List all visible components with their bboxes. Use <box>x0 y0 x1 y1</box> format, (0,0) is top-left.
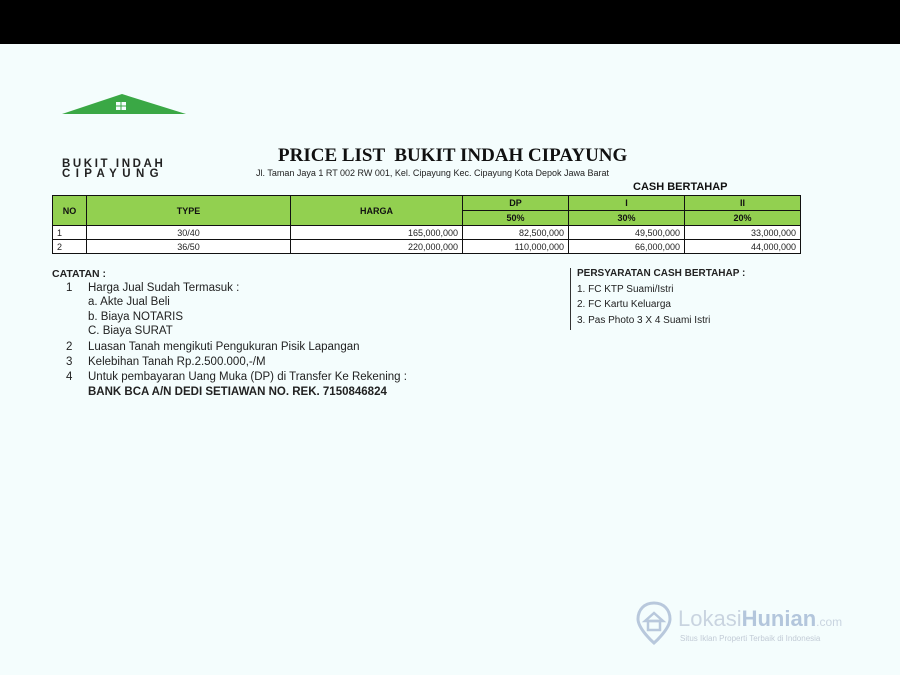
address-line: Jl. Taman Jaya 1 RT 002 RW 001, Kel. Cipayung Kec. Cipayung Kota Depok Jawa Barat <box>256 168 610 178</box>
cell-dp: 110,000,000 <box>463 240 569 254</box>
col-header-harga: HARGA <box>291 196 463 226</box>
col-header-dp: DP <box>463 196 569 211</box>
table-row <box>53 226 801 240</box>
requirements-section <box>570 268 771 330</box>
bukit-indah-logo <box>60 93 190 139</box>
watermark-brand <box>678 606 842 632</box>
logo-text-line1: BUKIT INDAH <box>62 158 166 170</box>
lokasihunian-watermark <box>634 601 874 651</box>
logo-text-line2: CIPAYUNG <box>62 168 164 180</box>
note-number: 3 <box>66 356 73 368</box>
col-header-type: TYPE <box>87 196 291 226</box>
cell-i: 49,500,000 <box>569 226 685 240</box>
note-text: C. Biaya SURAT <box>88 325 173 337</box>
note-text: Untuk pembayaran Uang Muka (DP) di Transfer Ke Rekening : <box>88 371 407 383</box>
cell-no: 1 <box>53 226 87 240</box>
note-text: Luasan Tanah mengikuti Pengukuran Pisik Lapangan <box>88 341 360 353</box>
note-text: b. Biaya NOTARIS <box>88 311 184 323</box>
table-row <box>53 240 801 254</box>
cell-ii: 33,000,000 <box>685 226 801 240</box>
col-header-i: I <box>569 196 685 211</box>
cell-type: 30/40 <box>87 226 291 240</box>
note-text: a. Akte Jual Beli <box>88 296 170 308</box>
cash-bertahap-heading: CASH BERTAHAP <box>633 181 728 193</box>
location-pin-house-icon <box>636 601 672 645</box>
col-subheader-ii: 20% <box>685 211 801 226</box>
note-text: Kelebihan Tanah Rp.2.500.000,-/M <box>88 356 266 368</box>
col-subheader-dp: 50% <box>463 211 569 226</box>
note-number: 2 <box>66 341 73 353</box>
watermark-brand-part1: Lokasi <box>678 606 742 631</box>
bank-account-info: BANK BCA A/N DEDI SETIAWAN NO. REK. 7150846824 <box>88 386 387 398</box>
col-header-no: NO <box>53 196 87 226</box>
notes-heading: CATATAN : <box>52 268 107 280</box>
requirement-item: 3. Pas Photo 3 X 4 Suami Istri <box>577 315 711 326</box>
note-number: 4 <box>66 371 73 383</box>
cell-dp: 82,500,000 <box>463 226 569 240</box>
watermark-brand-part2: Hunian <box>741 606 817 631</box>
table-header-row <box>53 196 801 211</box>
requirement-item: 1. FC KTP Suami/Istri <box>577 284 674 295</box>
cell-harga: 165,000,000 <box>291 226 463 240</box>
page-title: PRICE LIST BUKIT INDAH CIPAYUNG <box>278 145 628 166</box>
cell-no: 2 <box>53 240 87 254</box>
cell-ii: 44,000,000 <box>685 240 801 254</box>
cell-harga: 220,000,000 <box>291 240 463 254</box>
col-subheader-i: 30% <box>569 211 685 226</box>
requirement-item: 2. FC Kartu Keluarga <box>577 299 671 310</box>
col-header-ii: II <box>685 196 801 211</box>
watermark-domain: .com <box>816 615 843 629</box>
cell-i: 66,000,000 <box>569 240 685 254</box>
top-black-bar <box>0 0 900 44</box>
watermark-tagline: Situs Iklan Properti Terbaik di Indonesia <box>680 634 821 643</box>
requirements-heading: PERSYARATAN CASH BERTAHAP : <box>577 268 746 279</box>
cell-type: 36/50 <box>87 240 291 254</box>
price-table <box>52 195 801 254</box>
house-roof-icon <box>60 93 190 115</box>
note-text: Harga Jual Sudah Termasuk : <box>88 282 240 294</box>
note-number: 1 <box>66 282 73 294</box>
